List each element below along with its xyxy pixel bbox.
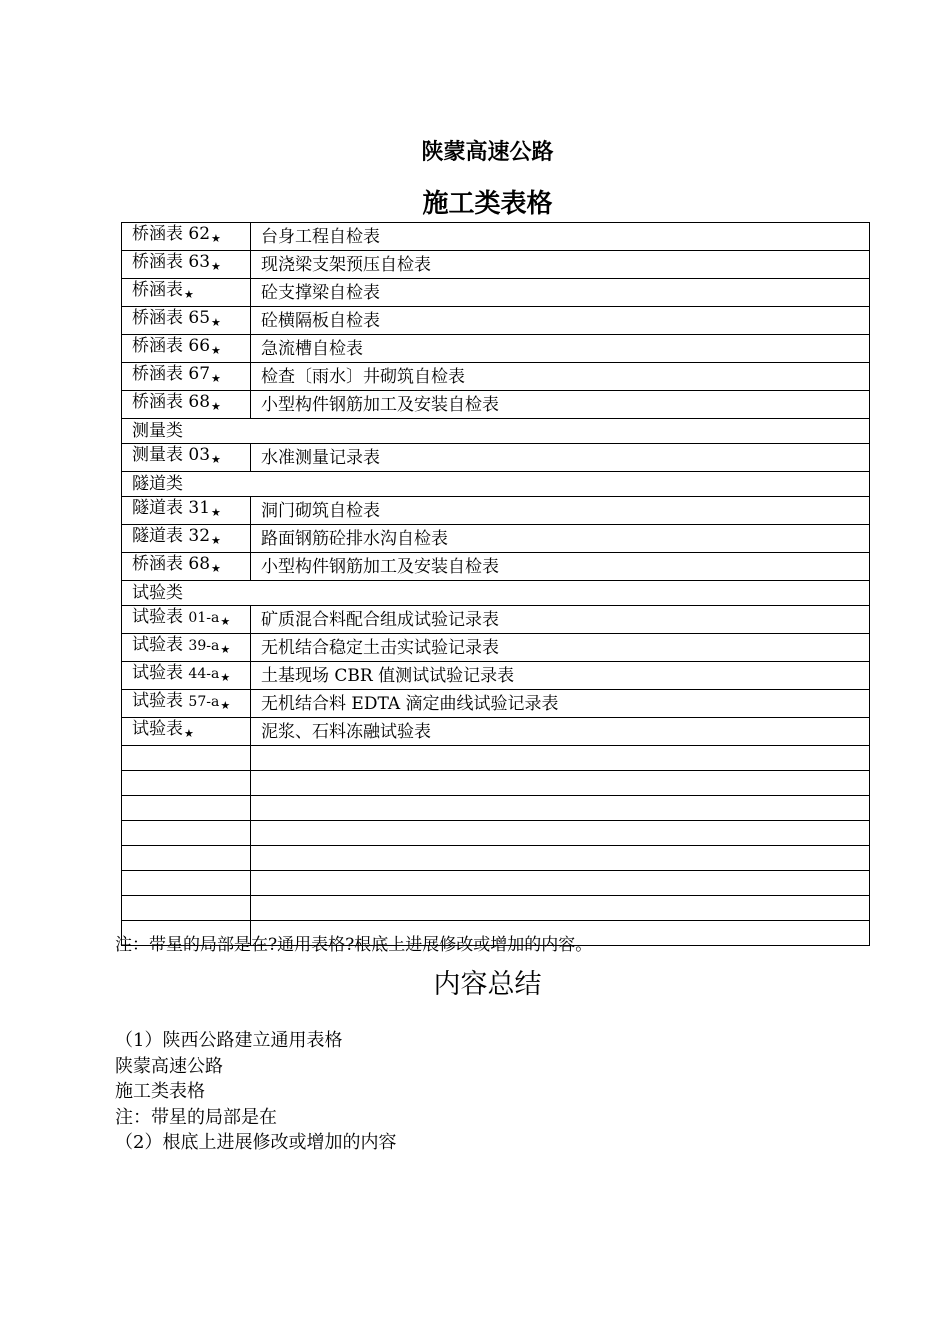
table-row <box>122 307 870 335</box>
table-empty-row <box>122 821 870 846</box>
form-name: 急流槽自检表 <box>251 335 870 363</box>
table-row <box>122 606 870 634</box>
summary-line: （1）陕西公路建立通用表格 <box>115 1030 343 1051</box>
section-label: 试验类 <box>122 581 870 606</box>
table-row <box>122 525 870 553</box>
table-section-row <box>122 419 870 444</box>
table-row <box>122 553 870 581</box>
form-code-cell <box>122 718 251 746</box>
form-code-cell <box>122 335 251 363</box>
form-name: 水准测量记录表 <box>251 444 870 472</box>
table-empty-row <box>122 796 870 821</box>
form-code: 桥涵表 <box>132 280 183 300</box>
table-empty-row <box>122 896 870 921</box>
form-code-suffix: 44-a <box>188 666 220 682</box>
form-code-cell <box>122 525 251 553</box>
table-row <box>122 223 870 251</box>
form-name: 路面钢筋砼排水沟自检表 <box>251 525 870 553</box>
form-code-cell <box>122 606 251 634</box>
empty-cell <box>251 746 870 771</box>
star-icon: ★ <box>211 232 221 245</box>
star-icon: ★ <box>184 727 194 740</box>
empty-cell <box>122 796 251 821</box>
star-icon: ★ <box>211 260 221 273</box>
star-icon: ★ <box>211 506 221 519</box>
form-code-cell <box>122 363 251 391</box>
empty-cell <box>122 896 251 921</box>
star-icon: ★ <box>220 615 231 628</box>
table-section-row <box>122 472 870 497</box>
table-empty-row <box>122 871 870 896</box>
form-code-cell <box>122 634 251 662</box>
form-code: 桥涵表 65 <box>132 308 211 328</box>
form-code-suffix: 01-a <box>188 610 220 626</box>
empty-cell <box>251 846 870 871</box>
form-name: 土基现场 CBR 值测试试验记录表 <box>251 662 870 690</box>
form-code: 试验表 <box>132 635 183 655</box>
form-name: 台身工程自检表 <box>251 223 870 251</box>
table-row <box>122 497 870 525</box>
table-row <box>122 444 870 472</box>
form-code-cell <box>122 497 251 525</box>
empty-cell <box>251 796 870 821</box>
section-label: 隧道类 <box>122 472 870 497</box>
form-code: 试验表 <box>132 719 183 739</box>
form-code: 试验表 <box>132 607 183 627</box>
star-icon: ★ <box>211 562 221 575</box>
form-name: 小型构件钢筋加工及安装自检表 <box>251 553 870 581</box>
form-code: 试验表 <box>132 691 183 711</box>
star-icon: ★ <box>220 671 231 684</box>
form-code-cell <box>122 279 251 307</box>
summary-line: 陕蒙高速公路 <box>115 1055 223 1077</box>
form-name: 小型构件钢筋加工及安装自检表 <box>251 391 870 419</box>
form-name: 洞门砌筑自检表 <box>251 497 870 525</box>
empty-cell <box>251 896 870 921</box>
form-code-cell <box>122 690 251 718</box>
table-empty-row <box>122 846 870 871</box>
star-icon: ★ <box>211 400 221 413</box>
star-icon: ★ <box>211 534 221 547</box>
star-icon: ★ <box>220 643 231 656</box>
empty-cell <box>122 771 251 796</box>
summary-title: 内容总结 <box>433 969 542 1000</box>
summary-block <box>115 1028 396 1156</box>
empty-cell <box>122 871 251 896</box>
form-name: 无机结合稳定土击实试验记录表 <box>251 634 870 662</box>
form-code-suffix: 57-a <box>188 694 220 710</box>
form-code: 桥涵表 68 <box>132 392 211 412</box>
table-row <box>122 251 870 279</box>
table-row <box>122 718 870 746</box>
empty-cell <box>251 871 870 896</box>
star-icon: ★ <box>211 453 221 466</box>
empty-cell <box>122 821 251 846</box>
empty-cell <box>251 771 870 796</box>
star-icon: ★ <box>211 316 221 329</box>
empty-cell <box>251 821 870 846</box>
form-code-cell <box>122 391 251 419</box>
form-code: 桥涵表 68 <box>132 554 211 574</box>
form-code: 桥涵表 63 <box>132 252 211 272</box>
empty-cell <box>122 846 251 871</box>
star-icon: ★ <box>220 699 231 712</box>
star-icon: ★ <box>184 288 194 301</box>
table-empty-row <box>122 771 870 796</box>
table-row <box>122 662 870 690</box>
form-code-cell <box>122 662 251 690</box>
form-code: 桥涵表 67 <box>132 364 211 384</box>
form-name: 无机结合料 EDTA 滴定曲线试验记录表 <box>251 690 870 718</box>
form-code-cell <box>122 223 251 251</box>
form-name: 砼横隔板自检表 <box>251 307 870 335</box>
table-row <box>122 279 870 307</box>
form-code: 桥涵表 62 <box>132 224 211 244</box>
document-title: 陕蒙高速公路 <box>421 140 554 165</box>
form-name: 泥浆、石料冻融试验表 <box>251 718 870 746</box>
summary-line: 注：带星的局部是在 <box>115 1106 277 1128</box>
table-row <box>122 335 870 363</box>
form-code: 试验表 <box>132 663 183 683</box>
form-name: 现浇梁支架预压自检表 <box>251 251 870 279</box>
summary-line: （2）根底上进展修改或增加的内容 <box>115 1132 397 1153</box>
star-icon: ★ <box>211 344 221 357</box>
table-empty-row <box>122 746 870 771</box>
form-code-suffix: 39-a <box>188 638 220 654</box>
document-subtitle: 施工类表格 <box>422 189 553 219</box>
table-row <box>122 634 870 662</box>
table-row <box>122 363 870 391</box>
form-code-cell <box>122 307 251 335</box>
empty-cell <box>122 746 251 771</box>
summary-line: 施工类表格 <box>115 1081 205 1102</box>
table-row <box>122 690 870 718</box>
form-code: 隧道表 32 <box>132 526 211 546</box>
table-row <box>122 391 870 419</box>
section-label: 测量类 <box>122 419 870 444</box>
form-name: 砼支撑梁自检表 <box>251 279 870 307</box>
form-code: 桥涵表 66 <box>132 336 211 356</box>
form-code: 测量表 03 <box>132 445 211 465</box>
form-code-cell <box>122 251 251 279</box>
form-name: 矿质混合料配合组成试验记录表 <box>251 606 870 634</box>
table-section-row <box>122 581 870 606</box>
forms-table-body <box>122 223 870 946</box>
form-code: 隧道表 31 <box>132 498 211 518</box>
forms-table <box>121 222 870 946</box>
form-code-cell <box>122 553 251 581</box>
star-icon: ★ <box>211 372 221 385</box>
form-code-cell <box>122 444 251 472</box>
footnote: 注：带星的局部是在?通用表格?根底上进展修改或增加的内容。 <box>115 935 593 955</box>
form-name: 检查〔雨水〕井砌筑自检表 <box>251 363 870 391</box>
